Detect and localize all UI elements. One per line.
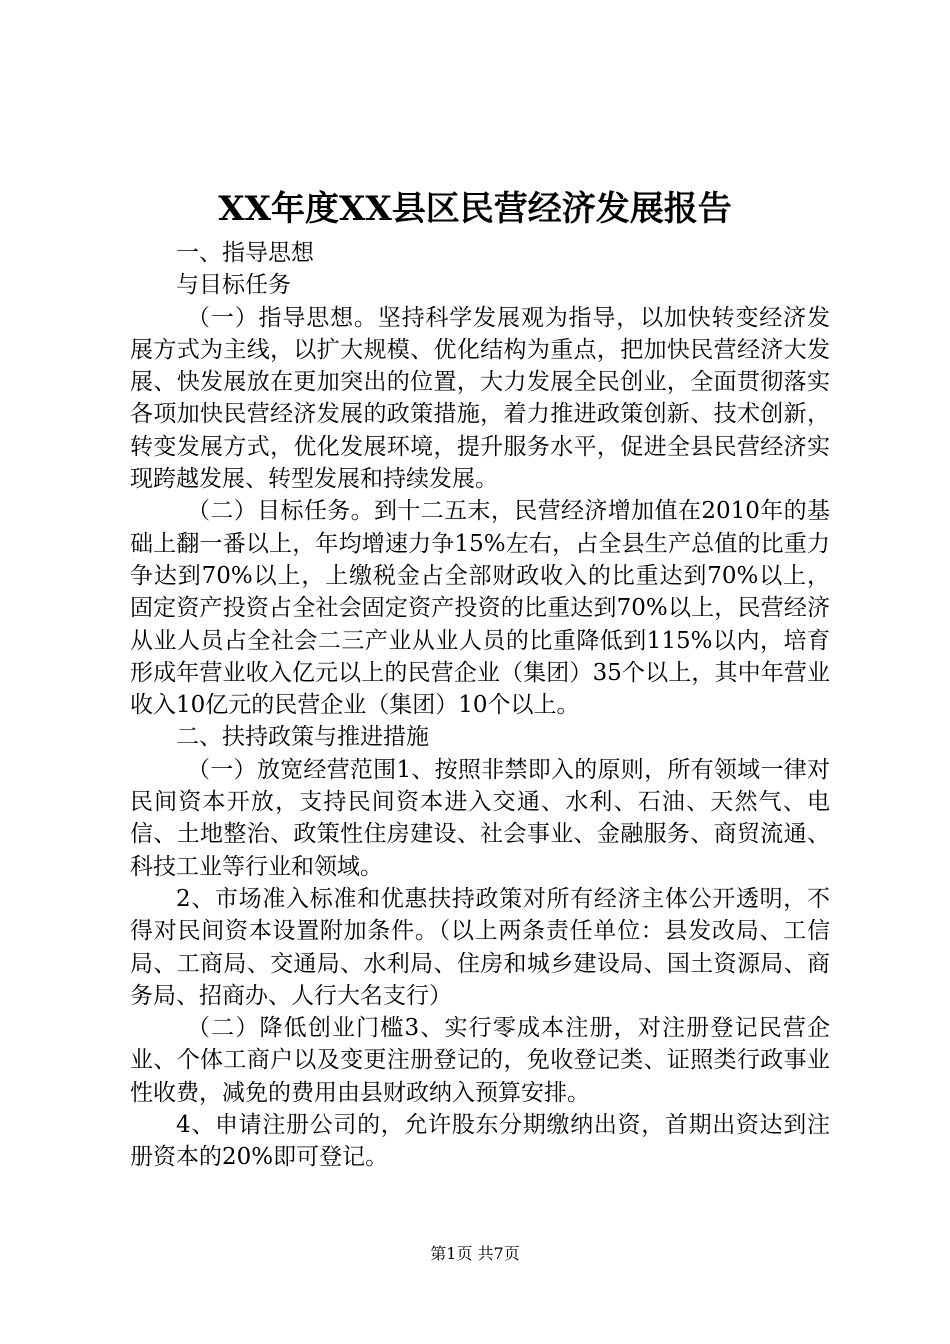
document-body bbox=[130, 237, 830, 1174]
paragraph-capital-installment: 4、申请注册公司的，允许股东分期缴纳出资，首期出资达到注册资本的20%即可登记。 bbox=[130, 1112, 830, 1171]
paragraph-business-scope: （一）放宽经营范围1、按照非禁即入的原则，所有领域一律对民间资本开放，支持民间资本进入交通、水利、石油、天然气、电信、土地整治、政策性住房建设、社会事业、金融服务、商贸流通、科技工业等行业和领域。 bbox=[130, 756, 830, 880]
section-heading: 一、指导思想 bbox=[176, 240, 314, 266]
paragraph-lower-threshold: （二）降低创业门槛3、实行零成本注册，对注册登记民营企业、个体工商户以及变更注册登记的，免收登记类、证照类行政事业性收费，减免的费用由县财政纳入预算安排。 bbox=[130, 1015, 830, 1106]
paragraph-guiding-thought: （一）指导思想。坚持科学发展观为指导，以加快转变经济发展方式为主线，以扩大规模、优化结构为重点，把加快民营经济大发展、快发展放在更加突出的位置，大力发展全民创业，全面贯彻落实各项加快民营经济发展的政策措施，着力推进政策创新、技术创新，转变发展方式，优化发展环境，提升服务水平，促进全县民营经济实现跨越发展、转型发展和持续发展。 bbox=[130, 304, 830, 493]
paragraph-target-tasks: （二）目标任务。到十二五末，民营经济增加值在2010年的基础上翻一番以上，年均增速力争15%左右，占全县生产总值的比重力争达到70%以上，上缴税金占全部财政收入的比重达到70%以上，固定资产投资占全社会固定资产投资的比重达到70%以上，民营经济从业人员占全社会二三产业从业人员的比重降低到115%以内，培育形成年营业收入亿元以上的民营企业（集团）35个以上，其中年营业收入10亿元的民营企业（集团）10个以上。 bbox=[130, 498, 830, 719]
paragraph-market-access: 2、市场准入标准和优惠扶持政策对所有经济主体公开透明，不得对民间资本设置附加条件。（以上两条责任单位：县发改局、工信局、工商局、交通局、水利局、住房和城乡建设局、国土资源局、商务局、招商办、人行大名支行） bbox=[130, 885, 830, 1009]
document-title: XX年度XX县区民营经济发展报告 bbox=[218, 189, 732, 229]
page-footer: 第1页 共7页 bbox=[430, 1244, 520, 1263]
section-heading-continued: 与目标任务 bbox=[176, 272, 291, 299]
section-heading-policies: 二、扶持政策与推进措施 bbox=[176, 724, 429, 751]
